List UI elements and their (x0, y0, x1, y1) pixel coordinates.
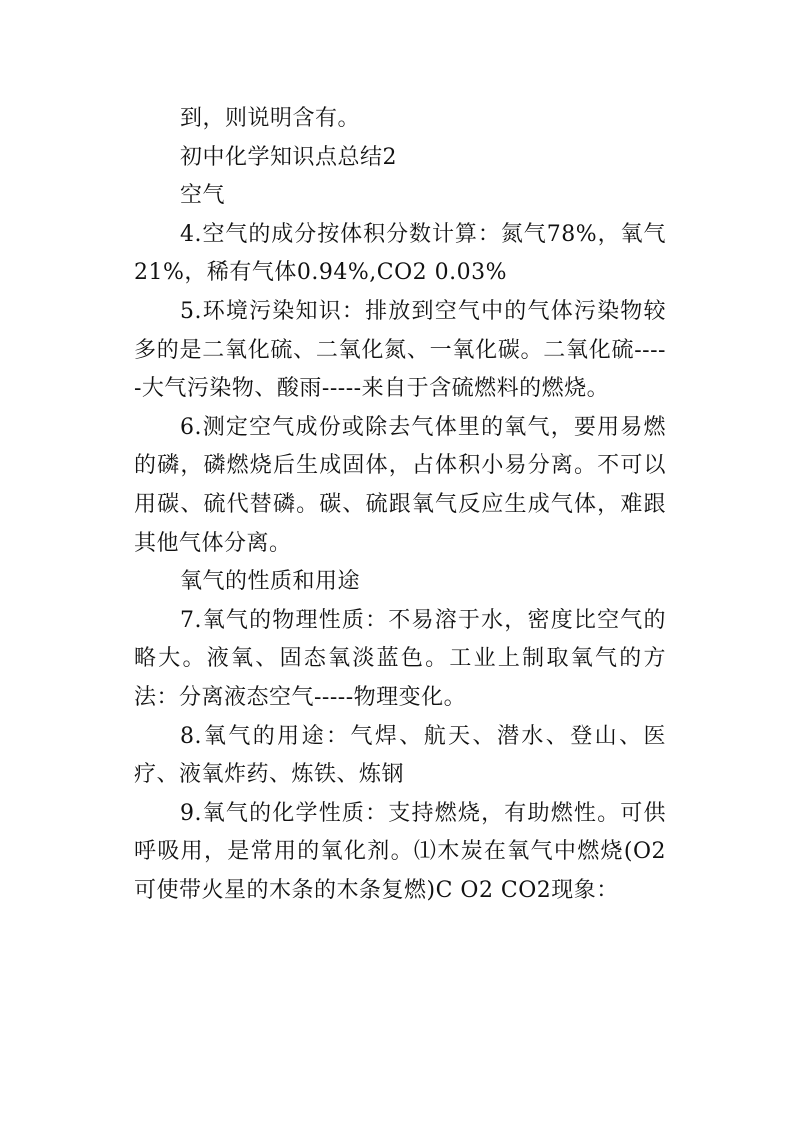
paragraph-item-9: 9.氧气的化学性质：支持燃烧，有助燃性。可供呼吸用，是常用的氧化剂。⑴木炭在氧气中燃烧(O2可使带火星的木条的木条复燃)C O2 CO2现象： (134, 800, 666, 903)
paragraph-item-7: 7.氧气的物理性质：不易溶于水，密度比空气的略大。液氧、固态氧淡蓝色。工业上制取氧气的方法：分离液态空气-----物理变化。 (134, 607, 666, 710)
paragraph-item-6: 6.测定空气成份或除去气体里的氧气，要用易燃的磷，磷燃烧后生成固体，占体积小易分离。不可以用碳、硫代替磷。碳、硫跟氧气反应生成气体，难跟其他气体分离。 (134, 414, 666, 556)
section-title: 初中化学知识点总结2 (180, 144, 397, 170)
document-body (134, 100, 666, 910)
paragraph-item-8: 8.氧气的用途：气焊、航天、潜水、登山、医疗、液氧炸药、炼铁、炼钢 (134, 723, 666, 788)
paragraph-continuation: 到，则说明含有。 (180, 106, 361, 131)
paragraph-item-4: 4.空气的成分按体积分数计算：氮气78%，氧气21%，稀有气体0.94%,CO2 0.03% (134, 221, 666, 286)
subheading-oxygen: 氧气的性质和用途 (180, 569, 361, 595)
subheading-air: 空气 (180, 183, 226, 209)
paragraph-item-5: 5.环境污染知识：排放到空气中的气体污染物较多的是二氧化硫、二氧化氮、一氧化碳。二氧化硫-----大气污染物、酸雨-----来自于含硫燃料的燃烧。 (134, 298, 666, 402)
